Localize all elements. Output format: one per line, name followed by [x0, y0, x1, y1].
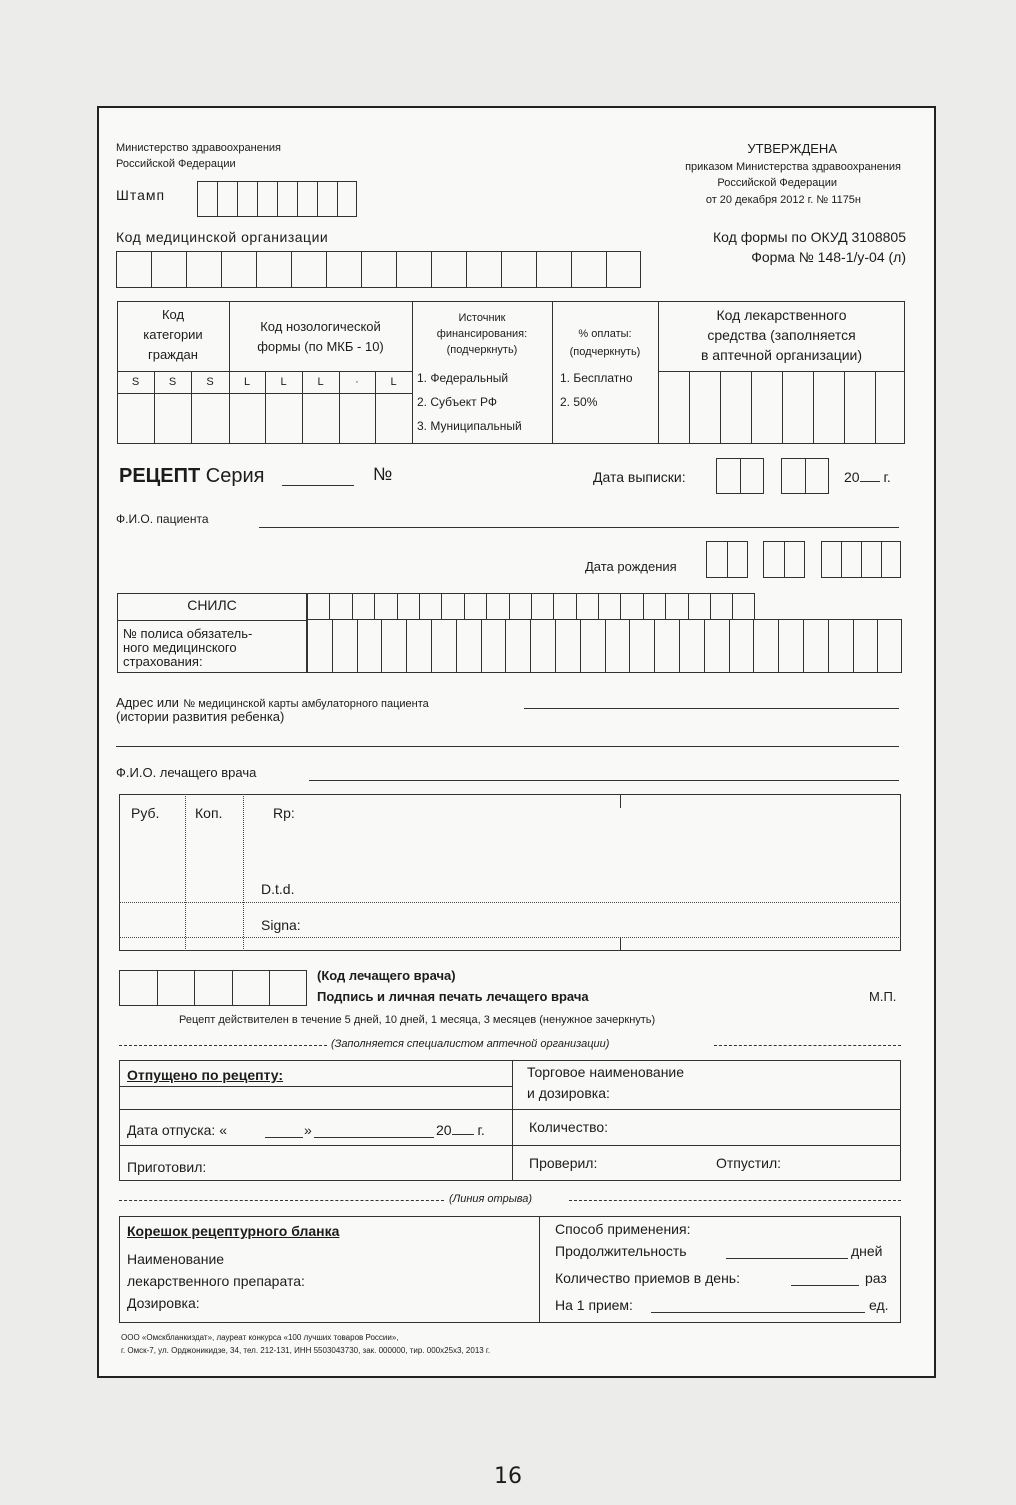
- recipe-title-row: [119, 465, 265, 487]
- issue-year-suffix: г.: [883, 469, 891, 485]
- payment-50[interactable]: 2. 50%: [560, 395, 598, 409]
- address-label-a: Адрес или: [116, 695, 179, 710]
- funding-municipal[interactable]: 3. Муниципальный: [417, 419, 522, 433]
- sub-l-4: L: [390, 376, 397, 388]
- col-funding-l2: финансирования:: [436, 328, 528, 340]
- approved-title: УТВЕРЖДЕНА: [747, 141, 837, 156]
- doctor-signature-label: Подпись и личная печать лечащего врача: [317, 989, 589, 1004]
- stub-duration-unit: дней: [851, 1243, 883, 1259]
- address-label-b: № медицинской карты амбулаторного пациента: [183, 698, 429, 710]
- stamp-label: Штамп: [116, 187, 166, 203]
- policy-label-l1: № полиса обязатель-: [123, 626, 253, 641]
- issue-day-cells[interactable]: [716, 458, 764, 494]
- birth-date-label: Дата рождения: [585, 559, 677, 574]
- policy-label-l2: ного медицинского: [123, 640, 237, 655]
- dispense-day-field[interactable]: [265, 1137, 303, 1138]
- approved-line-2: приказом Министерства здравоохранения: [685, 161, 901, 173]
- stub-duration-field[interactable]: [726, 1258, 848, 1259]
- sub-l-1: L: [243, 376, 251, 388]
- funding-federal[interactable]: 1. Федеральный: [417, 371, 509, 385]
- org-code-label: Код медицинской организации: [116, 229, 329, 245]
- policy-cells[interactable]: [307, 619, 902, 673]
- validity-note: Рецепт действителен в течение 5 дней, 10 дней, 1 месяца, 3 месяцев (ненужное зачеркнуть): [179, 1014, 656, 1026]
- dispense-year-suffix: г.: [477, 1122, 485, 1138]
- pharmacy-note: (Заполняется специалистом аптечной организации): [331, 1038, 610, 1050]
- stub-name-l2: лекарственного препарата:: [127, 1273, 305, 1289]
- prepared-label: Приготовил:: [127, 1159, 207, 1175]
- snils-label: СНИЛС: [187, 597, 237, 613]
- series-label: Серия: [205, 465, 265, 487]
- issue-year: [844, 470, 891, 485]
- funding-subject[interactable]: 2. Субъект РФ: [417, 395, 497, 409]
- address-field-2[interactable]: [116, 746, 899, 747]
- stub-per-intake-field[interactable]: [651, 1312, 865, 1313]
- dispense-month-field[interactable]: [314, 1137, 434, 1138]
- trade-name-l1: Торговое наименование: [527, 1064, 685, 1080]
- col-payment-l2: (подчеркнуть): [569, 346, 641, 358]
- released-label: Отпустил:: [716, 1155, 782, 1171]
- stub-per-intake-label: На 1 прием:: [555, 1297, 633, 1313]
- rx-signa[interactable]: Signa:: [261, 917, 301, 933]
- approved-line-3: Российской Федерации: [717, 177, 837, 189]
- rx-dtd[interactable]: D.t.d.: [261, 881, 295, 897]
- mp-label: М.П.: [869, 989, 897, 1004]
- stub-intakes-label: Количество приемов в день:: [555, 1270, 740, 1286]
- doctor-name-label: Ф.И.О. лечащего врача: [116, 765, 257, 780]
- ministry-line-1: Министерство здравоохранения: [116, 142, 281, 154]
- doctor-name-field[interactable]: [309, 780, 899, 781]
- stub-name-l1: Наименование: [127, 1251, 225, 1267]
- address-label-l2: (истории развития ребенка): [116, 709, 285, 724]
- page-number: 16: [494, 1464, 522, 1489]
- col-funding-l1: Источник: [458, 312, 506, 324]
- ministry-line-2: Российской Федерации: [116, 158, 236, 170]
- recipe-title: РЕЦЕПТ: [119, 465, 201, 487]
- org-code-cells[interactable]: [116, 251, 641, 288]
- stub-method: Способ применения:: [555, 1221, 691, 1237]
- rx-table: [119, 794, 901, 951]
- prescription-form: [97, 106, 936, 1378]
- issue-year-prefix: 20: [844, 469, 860, 485]
- col-citizen-category-l2: категории: [143, 327, 203, 342]
- rx-rp[interactable]: Rp:: [273, 805, 295, 821]
- birth-year-cells[interactable]: [821, 541, 901, 578]
- dispensed-title: Отпущено по рецепту:: [127, 1067, 284, 1083]
- sub-s-2: S: [168, 376, 177, 388]
- dispense-date-quote: »: [304, 1122, 312, 1138]
- sub-dot: ·: [355, 376, 359, 388]
- series-field[interactable]: [282, 485, 354, 486]
- footer-line-2: г. Омск-7, ул. Орджоникидзе, 34, тел. 212-131, ИНН 5503043730, зак. 000000, тир. 000х25х3, 2013 г.: [121, 1346, 491, 1355]
- sub-l-3: L: [317, 376, 324, 388]
- sub-l-2: L: [280, 376, 287, 388]
- doctor-code-label: (Код лечащего врача): [317, 968, 456, 983]
- trade-name-l2: и дозировка:: [527, 1085, 610, 1101]
- stub-duration-label: Продолжительность: [555, 1243, 687, 1259]
- rx-col-rub: Руб.: [131, 805, 160, 821]
- sub-s-1: S: [131, 376, 140, 388]
- patient-label: Ф.И.О. пациента: [116, 512, 209, 526]
- dispense-year: [436, 1123, 485, 1138]
- col-citizen-category-l1: Код: [161, 307, 185, 322]
- approved-line-4: от 20 декабря 2012 г. № 1175н: [705, 194, 861, 206]
- policy-label-l3: страхования:: [123, 654, 203, 669]
- doctor-code-cells[interactable]: [119, 970, 307, 1006]
- col-drug-code-l3: в аптечной организации): [700, 347, 863, 363]
- col-nosology-l1: Код нозологической: [260, 319, 381, 334]
- snils-cells[interactable]: [307, 593, 755, 620]
- stub-per-intake-unit: ед.: [869, 1297, 889, 1313]
- stub-intakes-field[interactable]: [791, 1285, 859, 1286]
- issue-month-cells[interactable]: [781, 458, 829, 494]
- col-funding-l3: (подчеркнуть): [446, 344, 518, 356]
- stub-intakes-unit: раз: [865, 1270, 887, 1286]
- col-payment-l1: % оплаты:: [578, 328, 632, 340]
- col-citizen-category-l3: граждан: [148, 347, 198, 362]
- footer-line-1: ООО «Омскбланкиздат», лауреат конкурса «100 лучших товаров России»,: [121, 1333, 399, 1342]
- dispense-date-label: Дата отпуска: «: [127, 1122, 227, 1138]
- tear-line-label: (Линия отрыва): [449, 1193, 533, 1205]
- patient-field[interactable]: [259, 527, 899, 528]
- checked-label: Проверил:: [529, 1155, 598, 1171]
- birth-day-cells[interactable]: [706, 541, 748, 578]
- stamp-cells[interactable]: [197, 181, 357, 217]
- payment-free[interactable]: 1. Бесплатно: [560, 371, 633, 385]
- quantity-label: Количество:: [529, 1119, 609, 1135]
- dispense-year-prefix: 20: [436, 1122, 452, 1138]
- issue-date-label: Дата выписки:: [593, 469, 686, 485]
- rx-col-kop: Коп.: [195, 805, 223, 821]
- okud-label: Код формы по ОКУД 3108805: [713, 229, 906, 245]
- col-nosology-l2: формы (по МКБ - 10): [257, 339, 384, 354]
- birth-month-cells[interactable]: [763, 541, 805, 578]
- stub-title: Корешок рецептурного бланка: [127, 1223, 340, 1239]
- stub-dosage: Дозировка:: [127, 1295, 200, 1311]
- col-drug-code-l1: Код лекарственного: [716, 307, 847, 323]
- number-label: №: [373, 464, 393, 484]
- address-field[interactable]: [524, 708, 899, 709]
- col-drug-code-l2: средства (заполняется: [707, 327, 856, 343]
- sub-s-3: S: [206, 376, 214, 388]
- form-number: Форма № 148-1/у-04 (л): [751, 249, 906, 265]
